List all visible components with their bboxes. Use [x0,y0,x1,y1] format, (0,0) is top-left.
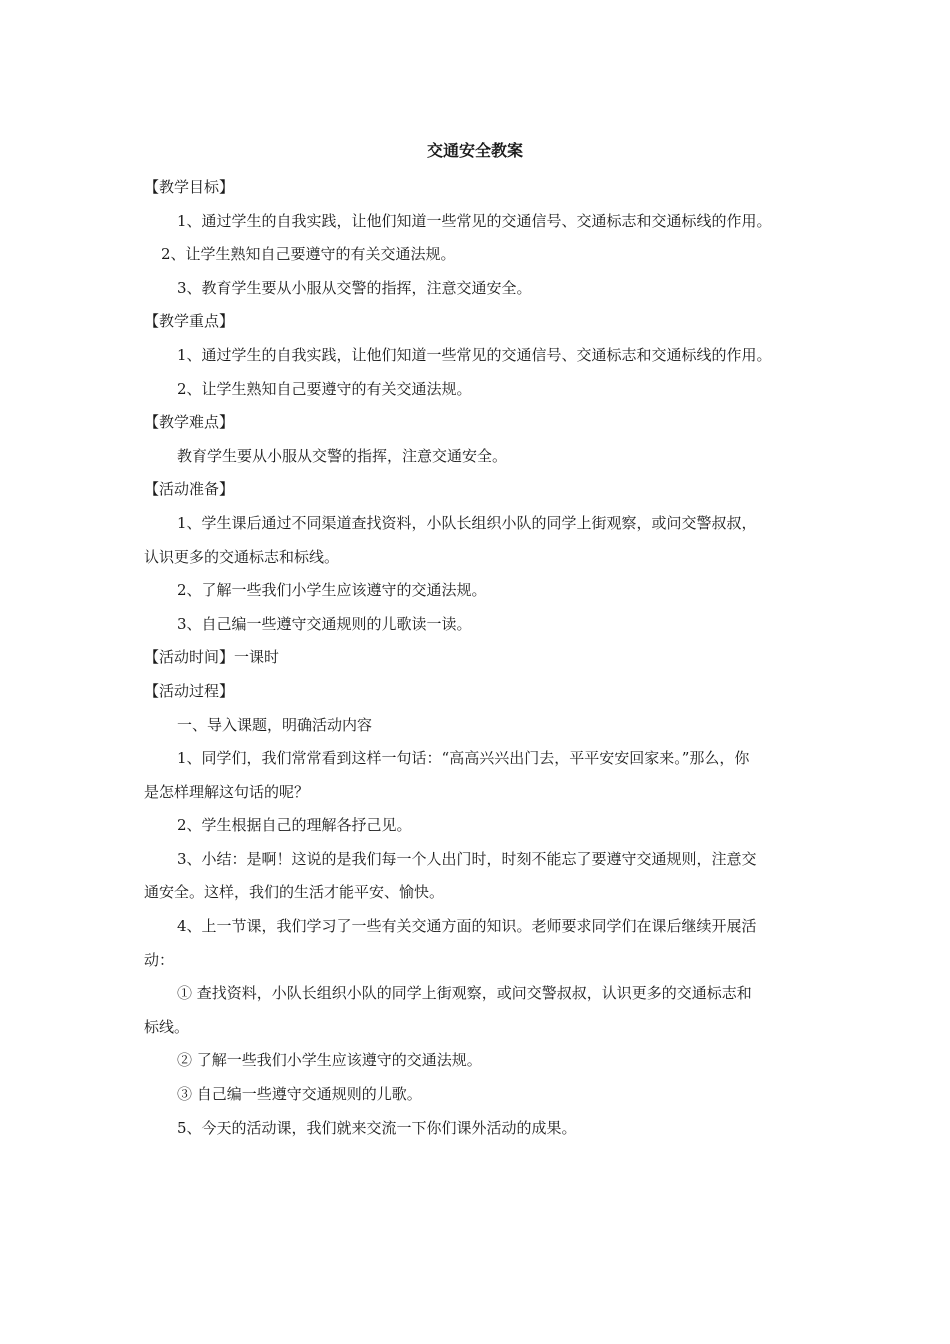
document-title: 交通安全教案 [426,141,523,160]
paragraph-continuation: 动： [144,950,175,969]
paragraph: 4、上一节课，我们学习了一些有关交通方面的知识。老师要求同学们在课后继续开展活 [177,917,757,936]
paragraph: 一、导入课题，明确活动内容 [177,715,373,734]
paragraph-continuation: 是怎样理解这句话的呢？ [144,782,310,801]
paragraph-continuation: 认识更多的交通标志和标线。 [144,547,340,566]
section-heading-objectives: 【教学目标】 [144,178,235,196]
paragraph: 3、教育学生要从小服从交警的指挥，注意交通安全。 [177,278,532,297]
paragraph: 教育学生要从小服从交警的指挥，注意交通安全。 [177,446,508,465]
section-heading-key-points: 【教学重点】 [144,312,235,331]
paragraph: 1、通过学生的自我实践，让他们知道一些常见的交通信号、交通标志和交通标线的作用。 [177,211,772,230]
document-body [144,171,824,1145]
paragraph: 1、同学们，我们常常看到这样一句话：“高高兴兴出门去，平平安安回家来。”那么，你 [177,749,750,768]
list-item: ③ 自己编一些遵守交通规则的儿歌。 [177,1085,422,1104]
paragraph-continuation: 通安全。这样，我们的生活才能平安、愉快。 [144,883,445,902]
paragraph: 3、小结：是啊！这说的是我们每一个人出门时，时刻不能忘了要遵守交通规则，注意交 [177,849,757,868]
section-heading-difficulties: 【教学难点】 [144,413,235,432]
paragraph: 5、今天的活动课，我们就来交流一下你们课外活动的成果。 [177,1118,577,1137]
section-heading-preparation: 【活动准备】 [144,480,235,499]
paragraph-continuation: 标线。 [144,1017,190,1036]
section-heading-process: 【活动过程】 [144,681,235,700]
paragraph: 3、自己编一些遵守交通规则的儿歌读一读。 [177,614,472,633]
paragraph: 1、学生课后通过不同渠道查找资料，小队长组织小队的同学上街观察，或问交警叔叔， [177,513,757,532]
list-item: ① 查找资料，小队长组织小队的同学上街观察，或问交警叔叔，认识更多的交通标志和 [177,984,752,1003]
paragraph: 2、学生根据自己的理解各抒己见。 [177,816,412,835]
list-item: ② 了解一些我们小学生应该遵守的交通法规。 [177,1051,482,1070]
paragraph: 2、让学生熟知自己要遵守的有关交通法规。 [177,379,472,398]
paragraph: 1、通过学生的自我实践，让他们知道一些常见的交通信号、交通标志和交通标线的作用。 [177,345,772,364]
paragraph: 2、了解一些我们小学生应该遵守的交通法规。 [177,581,487,600]
section-heading-duration: 【活动时间】一课时 [144,648,280,667]
paragraph: 2、让学生熟知自己要遵守的有关交通法规。 [161,245,456,264]
